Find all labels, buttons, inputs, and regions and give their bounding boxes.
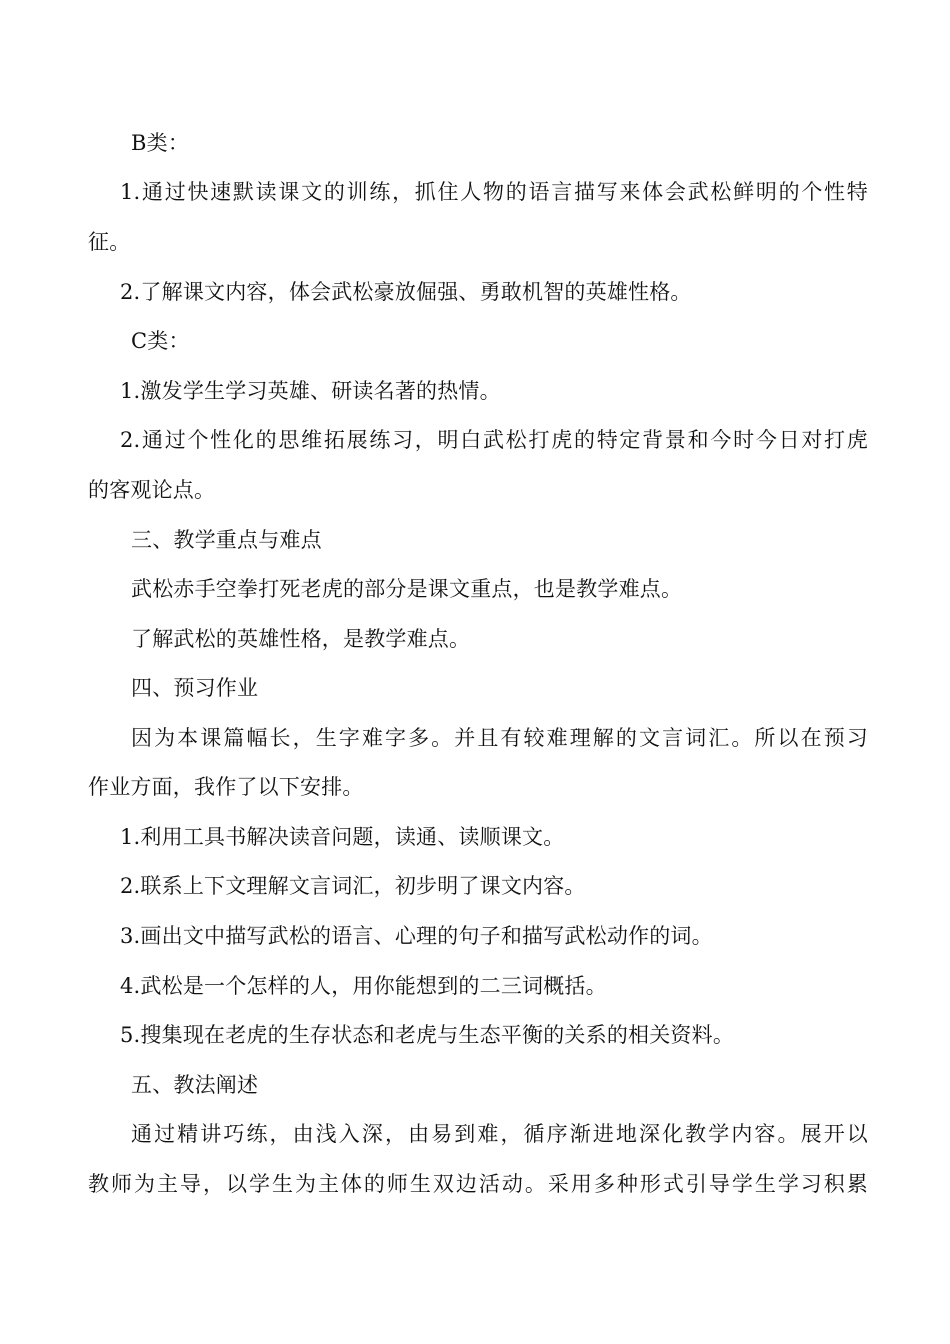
section-5-heading: 五、教法阐述 — [131, 1073, 259, 1097]
objective-c2-line1: 2.通过个性化的思维拓展练习，明白武松打虎的特定背景和今时今日对打虎 — [120, 428, 868, 452]
section-4-item-3: 3.画出文中描写武松的语言、心理的句子和描写武松动作的词。 — [120, 924, 713, 948]
section-5-paragraph-line1: 通过精讲巧练，由浅入深，由易到难，循序渐进地深化教学内容。展开以 — [131, 1122, 868, 1146]
section-4-heading: 四、预习作业 — [131, 676, 259, 700]
section-4-item-2: 2.联系上下文理解文言词汇，初步明了课文内容。 — [120, 874, 586, 898]
objective-c2-line2: 的客观论点。 — [88, 478, 216, 502]
section-4-paragraph-line1: 因为本课篇幅长，生字难字多。并且有较难理解的文言词汇。所以在预习 — [131, 726, 868, 750]
objective-b1-line2: 征。 — [88, 230, 131, 254]
heading-category-b: B类： — [131, 131, 190, 155]
section-5-paragraph-line2: 教师为主导，以学生为主体的师生双边活动。采用多种形式引导学生学习积累 — [88, 1172, 868, 1196]
section-3-paragraph-2: 了解武松的英雄性格，是教学难点。 — [131, 627, 471, 651]
objective-b1-line1: 1.通过快速默读课文的训练，抓住人物的语言描写来体会武松鲜明的个性特 — [120, 180, 868, 204]
section-4-item-4: 4.武松是一个怎样的人，用你能想到的二三词概括。 — [120, 974, 607, 998]
section-4-item-5: 5.搜集现在老虎的生存状态和老虎与生态平衡的关系的相关资料。 — [120, 1023, 735, 1047]
section-3-paragraph-1: 武松赤手空拳打死老虎的部分是课文重点，也是教学难点。 — [131, 577, 683, 601]
section-4-paragraph-line2: 作业方面，我作了以下安排。 — [88, 775, 364, 799]
heading-category-c: C类： — [131, 329, 190, 353]
objective-b2: 2.了解课文内容，体会武松豪放倔强、勇敢机智的英雄性格。 — [120, 280, 692, 304]
section-4-item-1: 1.利用工具书解决读音问题，读通、读顺课文。 — [120, 825, 565, 849]
objective-c1: 1.激发学生学习英雄、研读名著的热情。 — [120, 379, 501, 403]
section-3-heading: 三、教学重点与难点 — [131, 528, 322, 552]
